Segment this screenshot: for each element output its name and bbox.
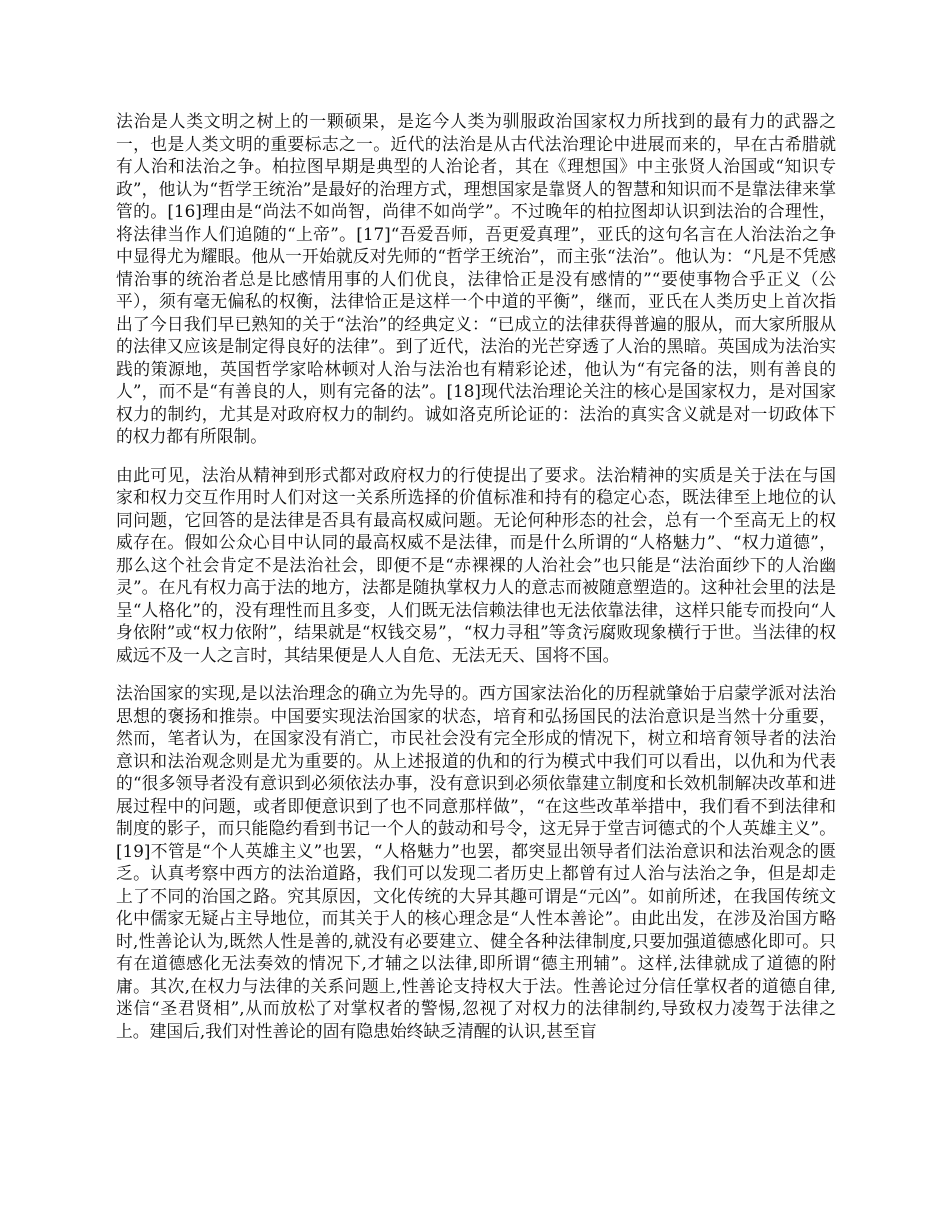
paragraph-3: 法治国家的实现,是以法治理念的确立为先导的。西方国家法治化的历程就肇始于启蒙学派对法治思想的褒扬和推崇。中国要实现法治国家的状态，培育和弘扬国民的法治意识是当然十分重要，然而，笔者认为，在国家没有消亡，市民社会没有完全形成的情况下，树立和培育领导者的法治意识和法治观念则是尤为重要的。从上述报道的仇和的行为模式中我们可以看出，以仇和为代表的“很多领导者没有意识到必须依法办事，没有意识到必须依靠建立制度和长效机制解决改革和进展过程中的问题，或者即便意识到了也不同意那样做”，“在这些改革举措中，我们看不到法律和制度的影子，而只能隐约看到书记一个人的鼓动和号令，这无异于堂吉诃德式的个人英雄主义”。[19]不管是“个人英雄主义”也罢，“人格魅力”也罢，都突显出领导者们法治意识和法治观念的匮乏。认真考察中西方的法治道路，我们可以发现二者历史上都曾有过人治与法治之争，但是却走上了不同的治国之路。究其原因，文化传统的大异其趣可谓是“元凶”。如前所述，在我国传统文化中儒家无疑占主导地位，而其关于人的核心理念是“人性本善论”。由此出发，在涉及治国方略时,性善论认为,既然人性是善的,就没有必要建立、健全各种法律制度,只要加强道德感化即可。只有在道德感化无法奏效的情况下,才辅之以法律,即所谓“德主刑辅”。这样,法律就成了道德的附庸。其次,在权力与法律的关系问题上,性善论支持权大于法。性善论过分信任掌权者的道德自律,迷信“圣君贤相”,从而放松了对掌权者的警惕,忽视了对权力的法律制约,导致权力凌驾于法律之上。建国后,我们对性善论的固有隐患始终缺乏清醒的认识,甚至盲: [116, 683, 836, 1041]
paragraph-2: 由此可见，法治从精神到形式都对政府权力的行使提出了要求。法治精神的实质是关于法在与国家和权力交互作用时人们对这一关系所选择的价值标准和持有的稳定心态，既法律至上地位的认同问题，它回答的是法律是否具有最高权威问题。无论何种形态的社会，总有一个至高无上的权威存在。假如公众心目中认同的最高权威不是法律，而是什么所谓的“人格魅力”、“权力道德”，那么这个社会肯定不是法治社会，即便不是“赤裸裸的人治社会”也只能是“法治面纱下的人治幽灵”。在凡有权力高于法的地方，法都是随执掌权力人的意志而被随意塑造的。这种社会里的法是呈“人格化”的，没有理性而且多变，人们既无法信赖法律也无法依靠法律，这样只能专而投向“人身依附”或“权力依附”，结果就是“权钱交易”，“权力寻租”等贪污腐败现象横行于世。当法律的权威远不及一人之言时，其结果便是人人自危、无法无天、国将不国。: [116, 464, 836, 665]
document-body: [116, 110, 836, 1058]
paragraph-1: 法治是人类文明之树上的一颗硕果，是迄今人类为驯服政治国家权力所找到的最有力的武器之一，也是人类文明的重要标志之一。近代的法治是从古代法治理论中进展而来的，早在古希腊就有人治和法治之争。柏拉图早期是典型的人治论者，其在《理想国》中主张贤人治国或“知识专政”，他认为“哲学王统治”是最好的治理方式，理想国家是靠贤人的智慧和知识而不是靠法律来掌管的。[16]理由是“尚法不如尚智，尚律不如尚学”。不过晚年的柏拉图却认识到法治的合理性，将法律当作人们追随的“上帝”。[17]“吾爱吾师，吾更爱真理”，亚氏的这句名言在人治法治之争中显得尤为耀眼。他从一开始就反对先师的“哲学王统治”，而主张“法治”。他认为：“凡是不凭感情治事的统治者总是比感情用事的人们优良，法律恰正是没有感情的”“要使事物合乎正义（公平），须有毫无偏私的权衡，法律恰正是这样一个中道的平衡”，继而，亚氏在人类历史上首次指出了今日我们早已熟知的关于“法治”的经典定义：“已成立的法律获得普遍的服从，而大家所服从的法律又应该是制定得良好的法律”。到了近代，法治的光芒穿透了人治的黑暗。英国成为法治实践的策源地，英国哲学家哈林顿对人治与法治也有精彩论述，他认为“有完备的法，则有善良的人”，而不是“有善良的人，则有完备的法”。[18]现代法治理论关注的核心是国家权力，是对国家权力的制约，尤其是对政府权力的制约。诚如洛克所论证的：法治的真实含义就是对一切政体下的权力都有所限制。: [116, 111, 836, 446]
